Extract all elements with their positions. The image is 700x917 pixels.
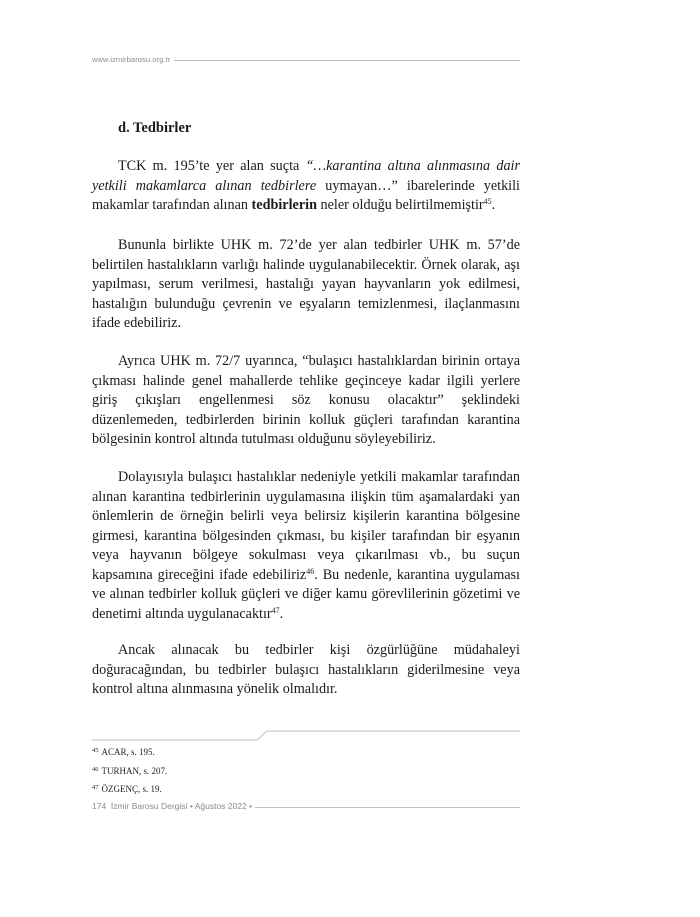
footer-bullet: • <box>189 801 193 811</box>
p1-text-1: TCK m. 195’te yer alan suçta <box>118 158 306 174</box>
p1-text-3: uymayan…” <box>316 177 398 194</box>
footnote-text: ÖZGENÇ, s. 19. <box>101 784 162 794</box>
p1-quote-italic: “…karantina altına alınmasına dair yetkili makamlarca alınan tedbirlere <box>92 158 521 194</box>
issue-date: Ağustos 2022 <box>194 801 247 811</box>
p4-text-3: . <box>279 605 284 622</box>
paragraph-4 <box>92 468 520 624</box>
p1-text-7: . <box>491 197 496 213</box>
p1-text-6: neler olduğu belirtilmemiştir <box>316 197 484 213</box>
paragraph-3: Ayrıca UHK m. 72/7 uyarınca, “bulaşıcı hastalıklardan birinin ortaya çıkması halinde genel mahallerde tehlike geçinceye kadar ilgili yerlere giriş çıkışları engellenmesi söz konusu olacaktır” şeklindeki düzenlemeden, tedbirlerden birinin kolluk güçleri tarafından karantina bölgesinin kontrol altında tutulması olduğunu söyleyebiliriz. <box>92 353 520 447</box>
paragraph-1 <box>92 157 520 216</box>
footer-bullet-end: • <box>249 801 253 811</box>
footnote-45 <box>92 746 155 758</box>
paragraph-2: Bununla birlikte UHK m. 72’de yer alan tedbirler UHK m. 57’de belirtilen hastalıkların varlığı halinde uygulanabilecektir. Örnek olarak, aşı yapılması, serum verilmesi, hastalığı yayan hayvanların yok edilmesi, hastalığın bulunduğu çevrenin ve eşyaların temizlenmesi, ilaçlanmasını ifade edebiliriz. <box>92 237 520 331</box>
footnote-text: ACAR, s. 195. <box>101 747 155 757</box>
footer-text <box>92 800 255 812</box>
section-heading: d. Tedbirler <box>118 120 192 136</box>
footnote-text: TURHAN, s. 207. <box>101 766 168 776</box>
footnote-46 <box>92 765 167 777</box>
footnote-number: 45 <box>92 747 99 754</box>
p4-text-1: Dolayısıyla bulaşıcı hastalıklar nedeniyle yetkili makamlar tarafından alınan karantina tedbirlerinin uygulamasına ilişkin tüm aşamalardaki yan önlemlerin de örneğin belirli veya belirsiz kişilerin karantina bölgesine girmesi, karantina bölgesinden çıkması, bu kişiler tarafından bir eşyanın veya hayvanın bölgeye sokulması veya çıkarılması vb., bu suçun kapsamına gireceğini ifade edebiliriz <box>92 469 520 583</box>
paragraph-5: Ancak alınacak bu tedbirler kişi özgürlüğüne müdahaleyi doğuracağından, bu tedbirler bulaşıcı hastalıkların giderilmesine veya kontrol altına alınmasına yönelik olmalıdır. <box>92 642 520 697</box>
running-header <box>92 54 520 66</box>
footnote-ref-46[interactable]: 46 <box>306 566 315 576</box>
footnote-47 <box>92 783 162 795</box>
footnote-number: 46 <box>92 766 99 773</box>
footnote-number: 47 <box>92 784 99 791</box>
running-footer <box>92 800 520 812</box>
p1-text-4: ibarelerinde yetkili makamlar tarafından alınan <box>92 177 521 213</box>
page-number: 174 <box>92 801 107 811</box>
footnote-divider <box>92 728 520 742</box>
footnote-ref-47[interactable]: 47 <box>271 605 280 615</box>
footnote-ref-45[interactable]: 45 <box>483 197 492 206</box>
header-url[interactable]: www.izmirbarosu.org.tr <box>92 54 174 66</box>
p4-text-2: . Bu nedenle, karantina uygulaması ve alınan tedbirler kolluk güçleri ve diğer kamu görevlilerinin gözetimi ve denetimi altında uygulanacaktır <box>92 566 520 622</box>
journal-name: İzmir Barosu Dergisi <box>110 801 188 811</box>
p1-bold-term: tedbirlerin <box>251 197 317 213</box>
